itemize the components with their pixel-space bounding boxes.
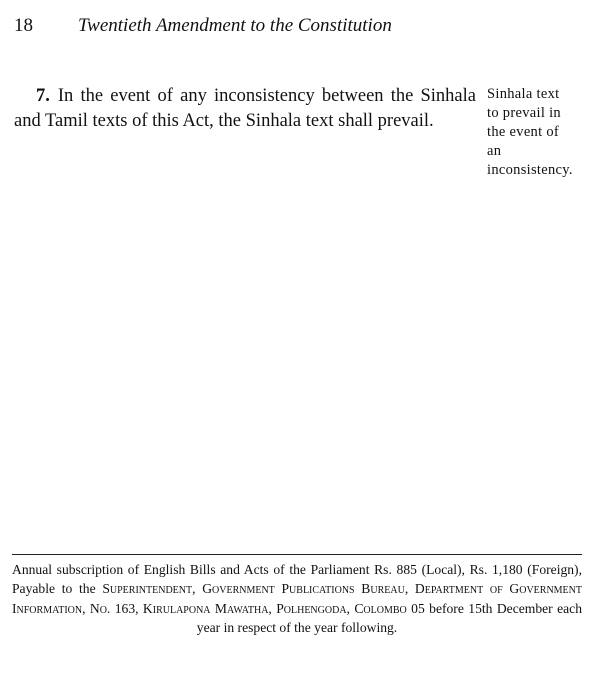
section-text-line1: In the event of any inconsistency between the Sinhala (57, 86, 476, 106)
marginal-note (487, 85, 592, 180)
section-first-line (14, 84, 476, 109)
publisher-address: Superintendent, Government Publications Bureau, Department of Government Information, No. 163, Kirulapona Mawatha, Polhengoda, Colombo 05 (12, 581, 582, 616)
section-number: 7. (36, 86, 50, 106)
page-number: 18 (14, 15, 33, 36)
subscription-intro: Annual subscription of English Bills and Acts of the Parliament Rs. 885 (Local), Rs. 1,180 (Foreign), Payable to the (12, 562, 582, 597)
marginal-note-line: Sinhala text (487, 86, 560, 102)
section-7 (14, 84, 476, 134)
marginal-note-line: to prevail in (487, 105, 561, 121)
footer-divider (12, 554, 582, 555)
subscription-note (12, 560, 582, 638)
marginal-note-line: an (487, 143, 502, 159)
section-text-rest: and Tamil texts of this Act, the Sinhala text shall prevail. (14, 111, 434, 131)
marginal-note-line: the event of (487, 124, 560, 140)
subscription-closing: before 15th December each year in respect of the year following. (196, 600, 582, 636)
running-title: Twentieth Amendment to the Constitution (78, 15, 392, 36)
page-header (14, 12, 586, 42)
marginal-note-line: inconsistency. (487, 162, 573, 178)
